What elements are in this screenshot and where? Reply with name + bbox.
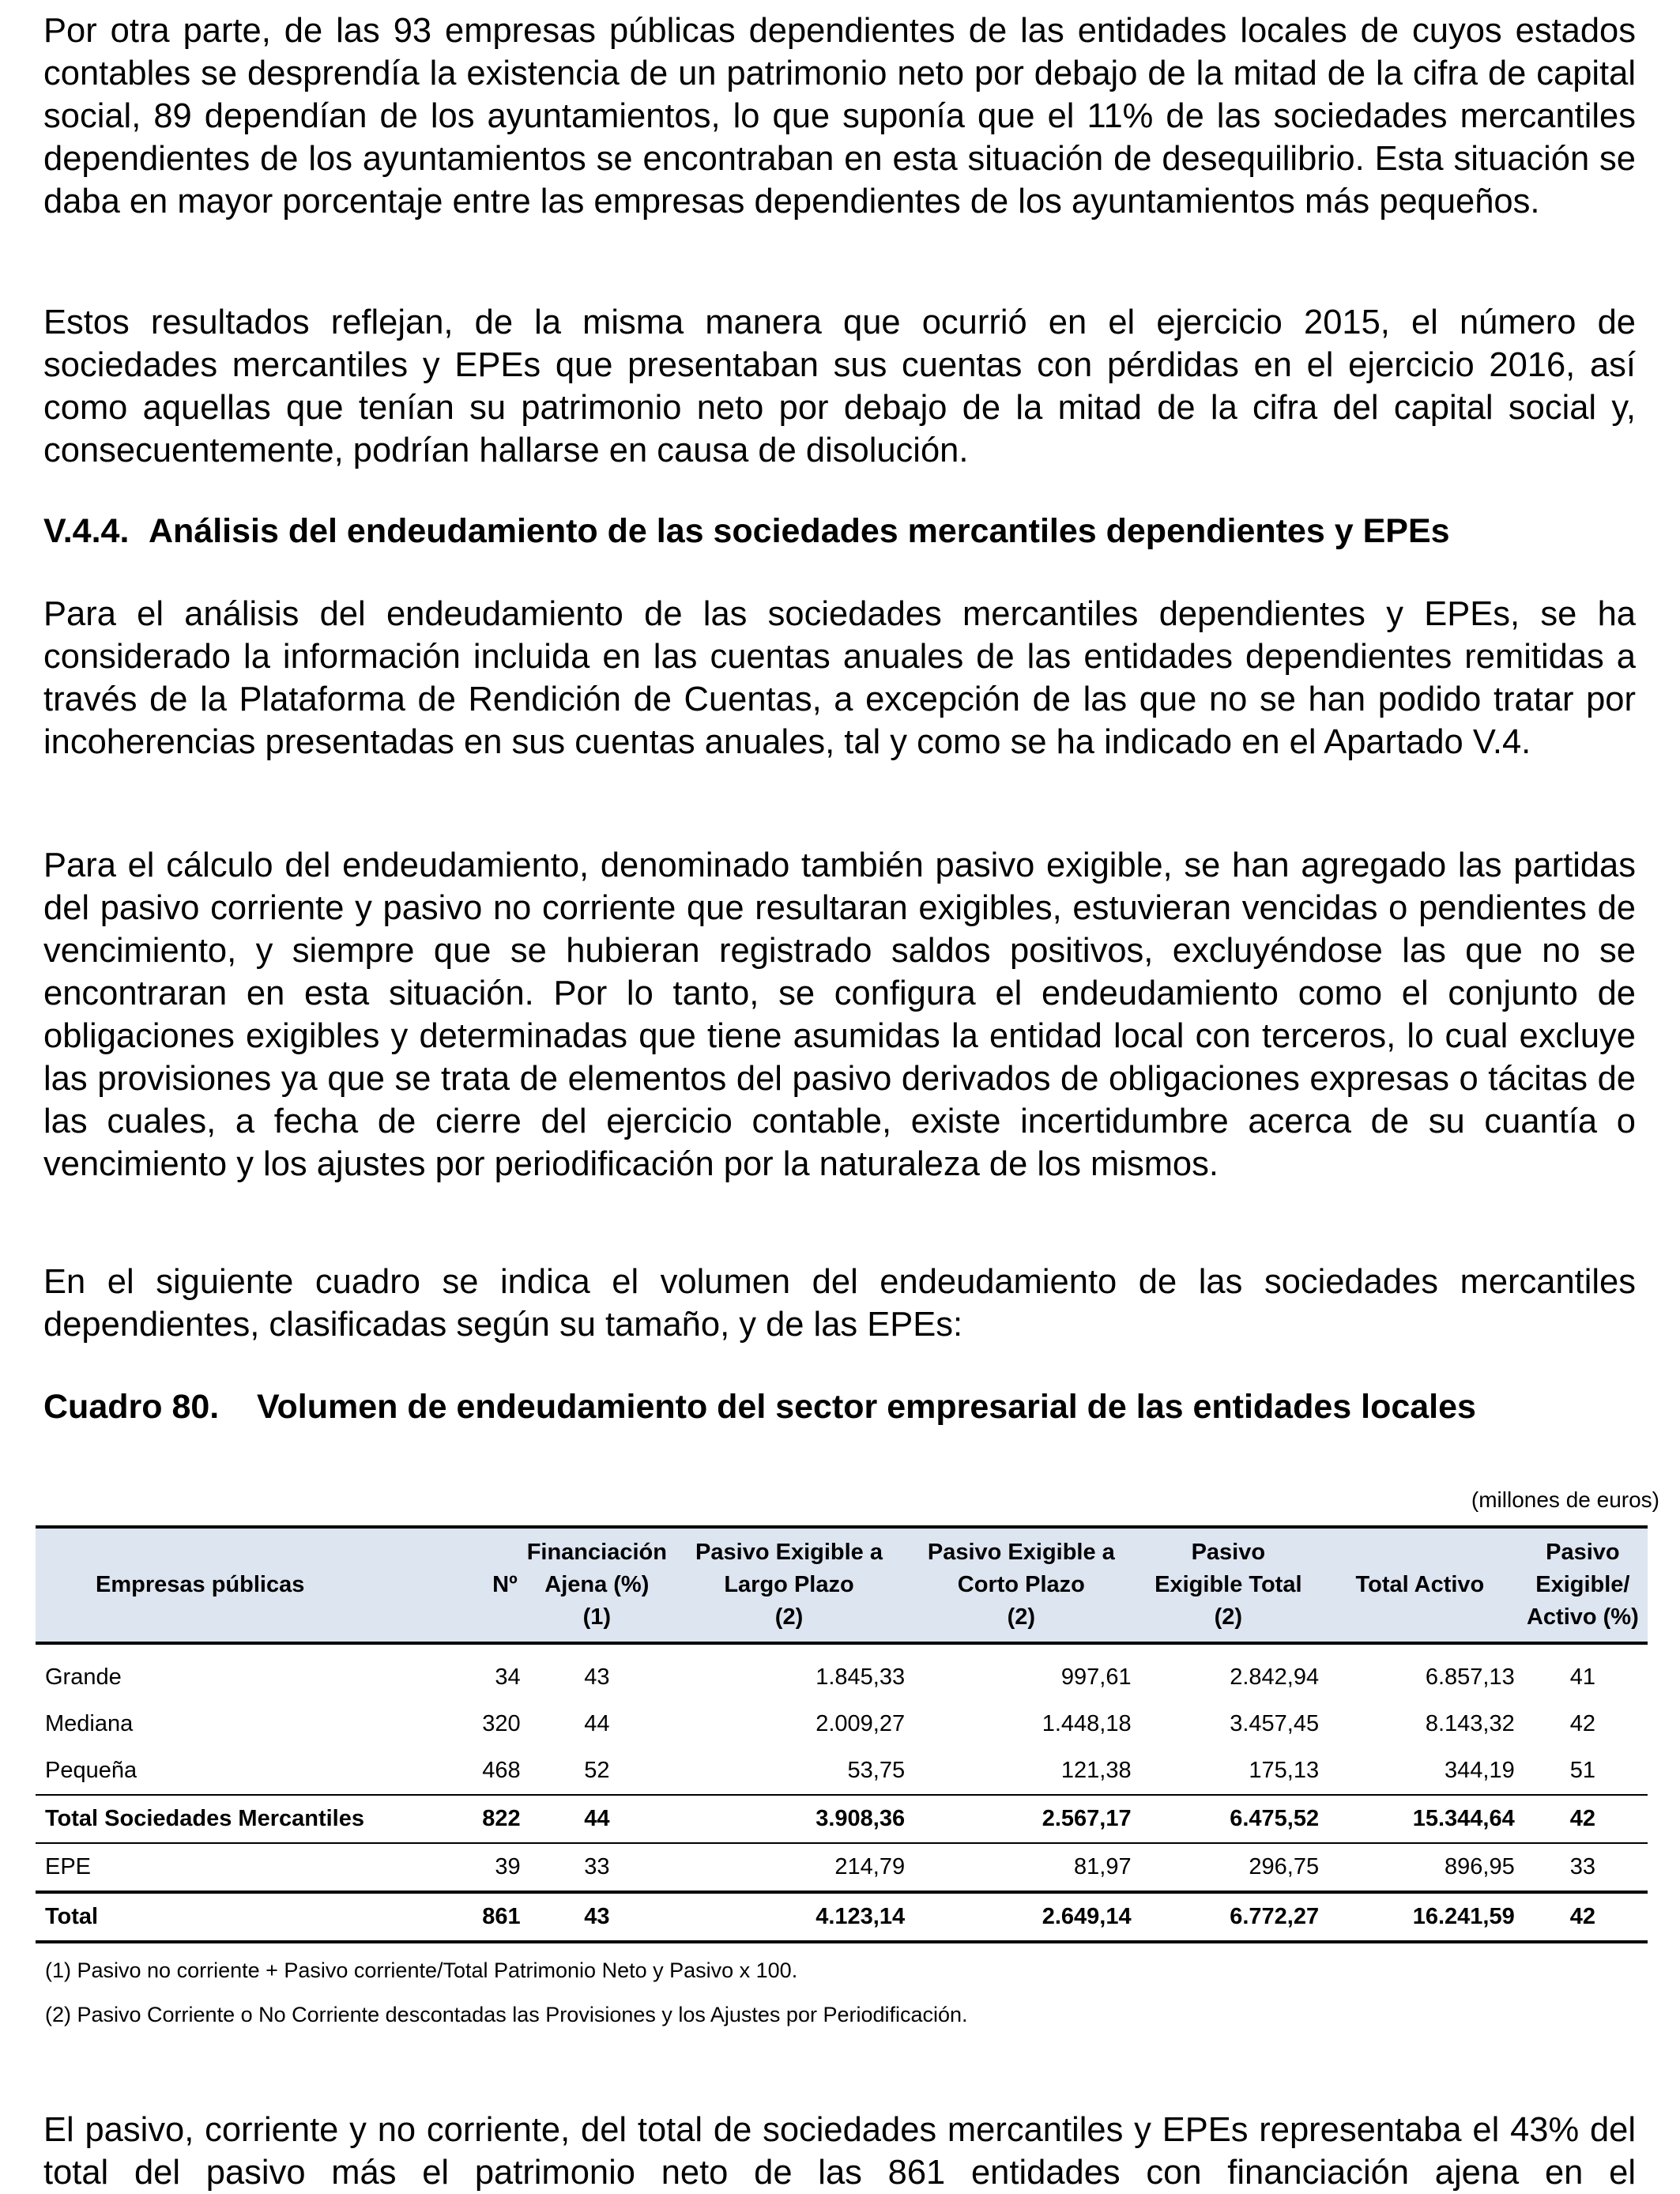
cell: 3.908,36 [670, 1795, 908, 1843]
row-label: Total [36, 1892, 426, 1942]
cell: 15.344,64 [1322, 1795, 1518, 1843]
row-label: Total Sociedades Mercantiles [36, 1795, 426, 1843]
footnote: (1) Pasivo no corriente + Pasivo corriente/Total Patrimonio Neto y Pasivo x 100. [45, 1958, 798, 1982]
cell: 6.857,13 [1425, 1664, 1515, 1690]
cell: 861 [426, 1892, 524, 1942]
cell: 33 [1518, 1843, 1648, 1892]
cell: 468 [482, 1758, 521, 1783]
header-largo-plazo: Pasivo Exigible a Largo Plazo (2) [670, 1527, 908, 1643]
cell: 42 [1569, 1711, 1595, 1736]
cell: 121,38 [1060, 1758, 1132, 1783]
cell: 39 [426, 1843, 524, 1892]
cell: 822 [426, 1795, 524, 1843]
table-row [36, 1747, 1648, 1795]
table-row [36, 1843, 1648, 1892]
debt-table [36, 1525, 1648, 1943]
header-total-activo: Total Activo [1322, 1527, 1518, 1643]
cell: 2.567,17 [908, 1795, 1134, 1843]
cell: 53,75 [847, 1758, 906, 1783]
cell: 1.845,33 [816, 1664, 906, 1690]
header-exigible-total: Pasivo Exigible Total (2) [1135, 1527, 1323, 1643]
table-header-row [36, 1527, 1648, 1643]
cell: 44 [524, 1795, 670, 1843]
paragraph: Estos resultados reflejan, de la misma manera que ocurrió en el ejercicio 2015, el número de sociedades mercantiles y EPEs que presentaban sus cuentas con pérdidas en el ejercicio 2016, así como aquellas que tenían su patrimonio neto por debajo de la mitad de la cifra del capital social y, consecuentemente, podrían hallarse en causa de disolución. [43, 303, 1636, 469]
cell: 6.772,27 [1135, 1892, 1323, 1942]
cell: 214,79 [670, 1843, 908, 1892]
row-label: Pequeña [45, 1758, 137, 1783]
cell: 344,19 [1445, 1758, 1515, 1783]
table-caption [43, 1385, 1636, 1428]
cell: 42 [1518, 1795, 1648, 1843]
section-title: Análisis del endeudamiento de las sociedades mercantiles dependientes y EPEs [149, 512, 1450, 550]
cell: 4.123,14 [670, 1892, 908, 1942]
cell: 34 [495, 1664, 521, 1690]
table-row-total [36, 1892, 1648, 1942]
units-label: (millones de euros) [1471, 1487, 1659, 1512]
cell: 2.842,94 [1230, 1664, 1320, 1690]
paragraph: El pasivo, corriente y no corriente, del total de sociedades mercantiles y EPEs representaba el 43% del total del pasivo más el patrimonio neto de las 861 entidades con financiación ajena en el [43, 2111, 1636, 2192]
cell: 44 [584, 1711, 610, 1736]
cell: 33 [524, 1843, 670, 1892]
paragraph: Para el cálculo del endeudamiento, denominado también pasivo exigible, se han agregado las partidas del pasivo corriente y pasivo no corriente que resultaran exigibles, estuvieran vencidas o pendientes de vencimiento, y siempre que se hubieran registrado saldos positivos, excluyéndose las que no se encontraran en esta situación. Por lo tanto, se configura el endeudamiento como el conjunto de obligaciones exigibles y determinadas que tiene asumidas la entidad local con terceros, lo cual excluye las provisiones ya que se trata de elementos del pasivo derivados de obligaciones expresas o tácitas de las cuales, a fecha de cierre del ejercicio contable, existe incertidumbre acerca de su cuantía o vencimiento y los ajustes por periodificación por la naturaleza de los mismos. [43, 846, 1636, 1183]
table-notes [36, 1957, 968, 2028]
header-empresas: Empresas públicas [36, 1527, 426, 1643]
cell: 51 [1569, 1758, 1595, 1783]
footnote: (2) Pasivo Corriente o No Corriente descontadas las Provisiones y los Ajustes por Periodificación. [45, 2003, 968, 2026]
cell: 16.241,59 [1322, 1892, 1518, 1942]
cell: 8.143,32 [1425, 1711, 1515, 1736]
row-label: Grande [45, 1664, 122, 1690]
cell: 320 [482, 1711, 521, 1736]
table-row [36, 1643, 1648, 1701]
cell: 43 [584, 1664, 610, 1690]
paragraph: En el siguiente cuadro se indica el volumen del endeudamiento de las sociedades mercantiles dependientes, clasificadas según su tamaño, y de las EPEs: [43, 1263, 1636, 1344]
table-row [36, 1701, 1648, 1747]
table-row-subtotal [36, 1795, 1648, 1843]
cell: 896,95 [1322, 1843, 1518, 1892]
header-corto-plazo: Pasivo Exigible a Corto Plazo (2) [908, 1527, 1134, 1643]
cell: 2.649,14 [908, 1892, 1134, 1942]
row-label: EPE [36, 1843, 426, 1892]
cell: 3.457,45 [1230, 1711, 1320, 1736]
table-number: Cuadro 80. [43, 1388, 220, 1426]
cell: 1.448,18 [1042, 1711, 1132, 1736]
header-pasivo-activo: Pasivo Exigible/ Activo (%) [1518, 1527, 1648, 1643]
table-title: Volumen de endeudamiento del sector empresarial de las entidades locales [257, 1388, 1476, 1426]
section-heading [43, 510, 1636, 552]
cell: 175,13 [1249, 1758, 1320, 1783]
cell: 42 [1518, 1892, 1648, 1942]
paragraph: Por otra parte, de las 93 empresas públicas dependientes de las entidades locales de cuyos estados contables se desprendía la existencia de un patrimonio neto por debajo de la mitad de la cifra de capital social, 89 dependían de los ayuntamientos, lo que suponía que el 11% de las sociedades mercantiles dependientes de los ayuntamientos se encontraban en esta situación de desequilibrio. Esta situación se daba en mayor porcentaje entre las empresas dependientes de los ayuntamientos más pequeños. [43, 12, 1636, 221]
section-number: V.4.4. [43, 512, 130, 550]
cell: 6.475,52 [1135, 1795, 1323, 1843]
cell: 52 [584, 1758, 610, 1783]
cell: 2.009,27 [816, 1711, 906, 1736]
row-label: Mediana [45, 1711, 134, 1736]
cell: 296,75 [1135, 1843, 1323, 1892]
cell: 81,97 [908, 1843, 1134, 1892]
cell: 997,61 [1060, 1664, 1132, 1690]
cell: 43 [524, 1892, 670, 1942]
header-financiacion: Financiación Ajena (%) (1) [524, 1527, 670, 1643]
paragraph: Para el análisis del endeudamiento de las sociedades mercantiles dependientes y EPEs, se ha considerado la información incluida en las cuentas anuales de las entidades dependientes remitidas a través de la Plataforma de Rendición de Cuentas, a excepción de las que no se han podido tratar por incoherencias presentadas en sus cuentas anuales, tal y como se ha indicado en el Apartado V.4. [43, 595, 1636, 761]
cell: 41 [1569, 1664, 1595, 1690]
header-n: Nº [426, 1527, 524, 1643]
